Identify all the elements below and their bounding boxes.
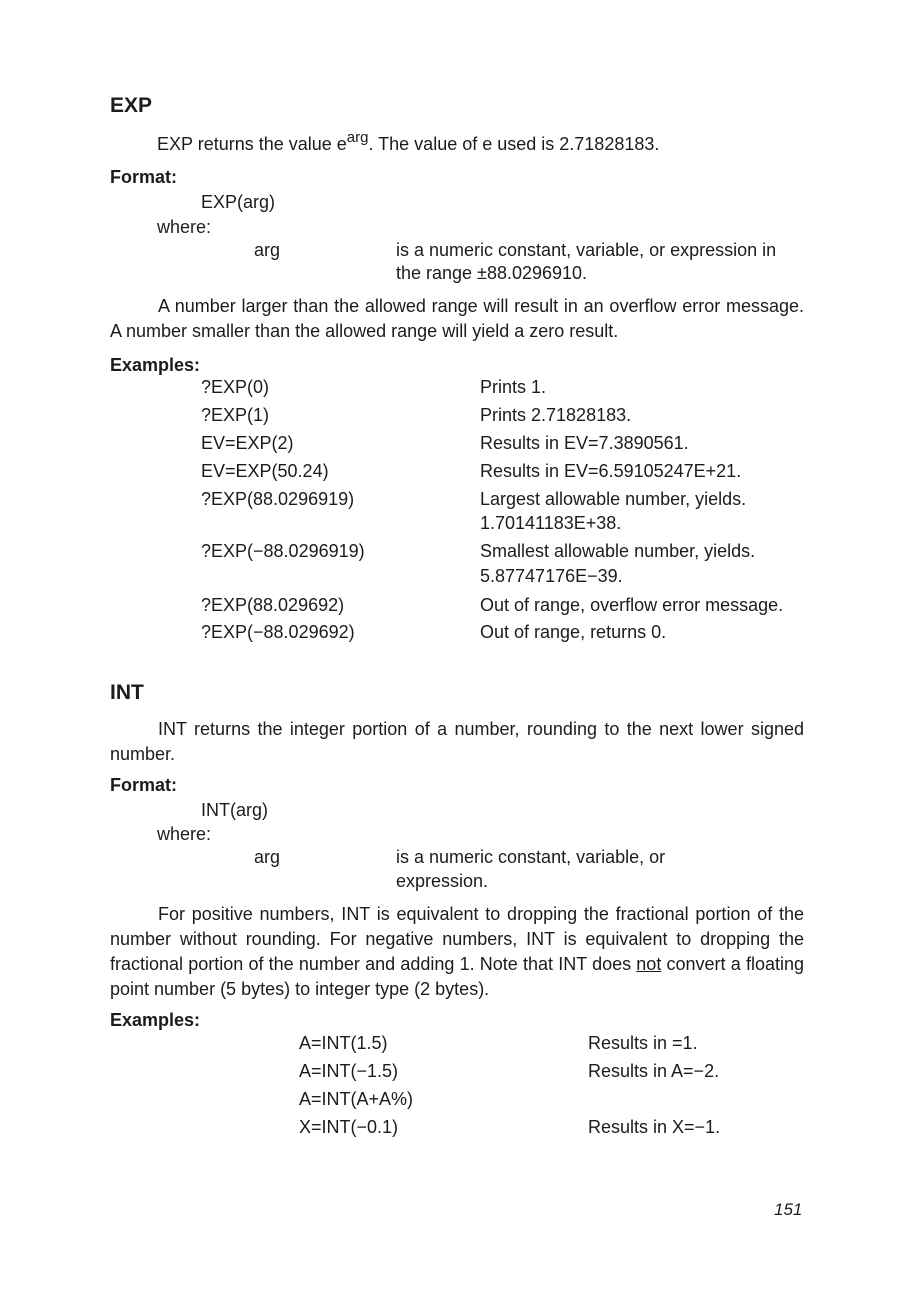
exp-intro-prefix: EXP returns the value e (157, 134, 347, 154)
page-number: 151 (774, 1200, 803, 1219)
int-heading: INT (110, 681, 144, 704)
exp-intro-suffix: . The value of e used is 2.71828183. (368, 134, 660, 154)
int-arg-desc-line1: is a numeric constant, variable, or (396, 847, 666, 867)
exp-arg-desc-line1: is a numeric constant, variable, or expression in (396, 240, 777, 260)
int-arg-desc-line2: expression. (396, 871, 489, 891)
int-example-code: X=INT(−0.1) (299, 1117, 399, 1137)
int-example-result: Results in X=−1. (588, 1117, 721, 1137)
exp-example-result: Out of range, returns 0. (480, 622, 667, 642)
exp-example-result: Smallest allowable number, yields. (480, 541, 756, 561)
int-example-code: A=INT(−1.5) (299, 1061, 399, 1081)
exp-example-result: Largest allowable number, yields. (480, 489, 747, 509)
exp-intro (157, 129, 660, 155)
exp-example-result: Prints 1. (480, 377, 547, 397)
exp-format-syntax: EXP(arg) (201, 192, 276, 212)
int-examples-label: Examples: (110, 1010, 201, 1030)
exp-note (110, 294, 804, 344)
int-example-code: A=INT(A+A%) (299, 1089, 414, 1109)
exp-example-code: ?EXP(−88.029692) (201, 622, 355, 642)
int-arg-name: arg (254, 847, 281, 867)
exp-example-code: EV=EXP(2) (201, 433, 294, 453)
int-intro-text: INT returns the integer portion of a number, rounding to the next lower signed number. (110, 719, 804, 764)
int-format-label: Format: (110, 775, 177, 795)
exp-arg-desc-line2: the range ±88.0296910. (396, 263, 588, 283)
exp-example-result: Prints 2.71828183. (480, 405, 632, 425)
exp-heading: EXP (110, 94, 153, 117)
int-example-result: Results in A=−2. (588, 1061, 720, 1081)
exp-example-code: ?EXP(88.0296919) (201, 489, 355, 509)
exp-example-code: ?EXP(88.029692) (201, 595, 345, 615)
exp-example-code: ?EXP(−88.0296919) (201, 541, 365, 561)
int-note-part2: convert a floating point number (5 bytes) to integer type (2 bytes). (110, 954, 804, 999)
exp-intro-superscript: arg (346, 129, 369, 146)
int-format-syntax: INT(arg) (201, 800, 268, 820)
exp-format-label: Format: (110, 167, 177, 187)
exp-example-result-cont: 1.70141183E+38. (480, 513, 622, 533)
exp-example-code: ?EXP(0) (201, 377, 270, 397)
int-example-result: Results in =1. (588, 1033, 698, 1053)
exp-example-result-cont: 5.87747176E−39. (480, 566, 623, 586)
exp-example-result: Results in EV=7.3890561. (480, 433, 689, 453)
exp-example-code: EV=EXP(50.24) (201, 461, 329, 481)
int-example-code: A=INT(1.5) (299, 1033, 388, 1053)
exp-note-text: A number larger than the allowed range will result in an overflow error message. A number smaller than the allowed range will yield a zero result. (110, 296, 804, 341)
int-where-label: where: (157, 824, 212, 844)
int-intro (110, 717, 804, 767)
exp-example-code: ?EXP(1) (201, 405, 270, 425)
int-note (110, 902, 804, 1002)
int-note-part1: For positive numbers, INT is equivalent to dropping the fractional portion of the number without rounding. For negative numbers, INT is equivalent to dropping the fractional portion of the number and adding 1. Note that INT does (110, 904, 804, 974)
exp-where-label: where: (157, 217, 212, 237)
int-note-underlined: not (636, 954, 662, 974)
exp-examples-label: Examples: (110, 355, 201, 375)
exp-example-result: Results in EV=6.59105247E+21. (480, 461, 742, 481)
exp-arg-name: arg (254, 240, 281, 260)
exp-example-result: Out of range, overflow error message. (480, 595, 784, 615)
